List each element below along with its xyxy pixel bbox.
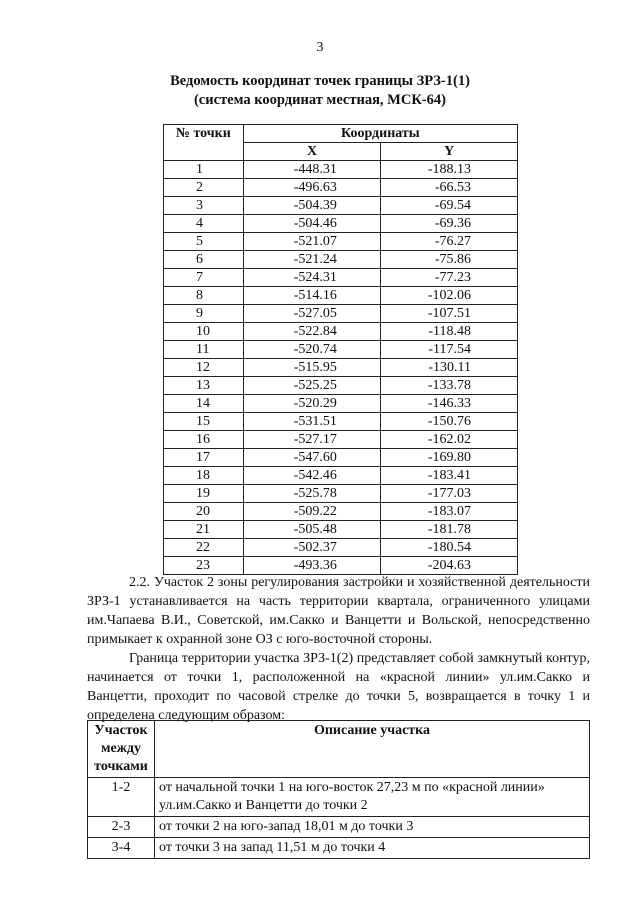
segments-table-body xyxy=(88,778,590,859)
point-number-cell: 5 xyxy=(164,233,244,251)
point-number-cell: 11 xyxy=(164,341,244,359)
table-row xyxy=(164,413,518,431)
header-segment-line-1: Участок xyxy=(94,723,148,738)
table-row xyxy=(164,377,518,395)
table-row xyxy=(164,449,518,467)
segment-cell: 2-3 xyxy=(88,817,155,838)
y-coordinate-cell: -162.02 xyxy=(381,431,518,449)
table-row xyxy=(88,817,590,838)
coordinates-table xyxy=(163,124,518,575)
table-row xyxy=(164,521,518,539)
y-coordinate-cell: -75.86 xyxy=(381,251,518,269)
x-coordinate-cell: -515.95 xyxy=(243,359,381,377)
table-row xyxy=(164,197,518,215)
point-number-cell: 16 xyxy=(164,431,244,449)
table-row xyxy=(164,269,518,287)
y-coordinate-cell: -117.54 xyxy=(381,341,518,359)
point-number-cell: 20 xyxy=(164,503,244,521)
y-coordinate-cell: -146.33 xyxy=(381,395,518,413)
x-coordinate-cell: -448.31 xyxy=(243,161,381,179)
point-number-cell: 8 xyxy=(164,287,244,305)
table-row xyxy=(164,539,518,557)
y-coordinate-cell: -150.76 xyxy=(381,413,518,431)
point-number-cell: 21 xyxy=(164,521,244,539)
y-coordinate-cell: -169.80 xyxy=(381,449,518,467)
x-coordinate-cell: -521.07 xyxy=(243,233,381,251)
segment-description-cell: от начальной точки 1 на юго-восток 27,23 м по «красной линии» ул.им.Сакко и Ванцетти до точки 2 xyxy=(155,778,590,817)
segment-cell: 1-2 xyxy=(88,778,155,817)
table-row xyxy=(88,778,590,817)
point-number-cell: 19 xyxy=(164,485,244,503)
y-coordinate-cell: -66.53 xyxy=(381,179,518,197)
y-coordinate-cell: -133.78 xyxy=(381,377,518,395)
table-row xyxy=(164,557,518,575)
y-coordinate-cell: -130.11 xyxy=(381,359,518,377)
point-number-cell: 14 xyxy=(164,395,244,413)
table-row xyxy=(164,251,518,269)
table-row xyxy=(164,395,518,413)
segments-table xyxy=(87,720,590,859)
table-row xyxy=(164,161,518,179)
y-coordinate-cell: -107.51 xyxy=(381,305,518,323)
point-number-cell: 13 xyxy=(164,377,244,395)
x-coordinate-cell: -504.39 xyxy=(243,197,381,215)
x-coordinate-cell: -531.51 xyxy=(243,413,381,431)
point-number-cell: 6 xyxy=(164,251,244,269)
y-coordinate-cell: -188.13 xyxy=(381,161,518,179)
coordinates-table-body xyxy=(164,161,518,575)
x-coordinate-cell: -525.78 xyxy=(243,485,381,503)
y-coordinate-cell: -181.78 xyxy=(381,521,518,539)
x-coordinate-cell: -509.22 xyxy=(243,503,381,521)
table-row xyxy=(88,838,590,859)
table-row xyxy=(164,467,518,485)
x-coordinate-cell: -527.17 xyxy=(243,431,381,449)
y-coordinate-cell: -102.06 xyxy=(381,287,518,305)
header-segment-line-2: между xyxy=(101,741,141,756)
x-coordinate-cell: -527.05 xyxy=(243,305,381,323)
table-row xyxy=(164,359,518,377)
point-number-cell: 4 xyxy=(164,215,244,233)
point-number-cell: 22 xyxy=(164,539,244,557)
y-coordinate-cell: -118.48 xyxy=(381,323,518,341)
point-number-cell: 17 xyxy=(164,449,244,467)
x-coordinate-cell: -520.29 xyxy=(243,395,381,413)
paragraph-boundary-description xyxy=(87,649,590,725)
document-title xyxy=(0,72,640,110)
x-coordinate-cell: -493.36 xyxy=(243,557,381,575)
x-coordinate-cell: -547.60 xyxy=(243,449,381,467)
title-line-2: (система координат местная, МСК-64) xyxy=(193,92,447,108)
x-coordinate-cell: -521.24 xyxy=(243,251,381,269)
title-line-1: Ведомость координат точек границы ЗРЗ-1(1) xyxy=(170,73,470,89)
header-segment xyxy=(88,721,155,778)
table-row xyxy=(164,287,518,305)
x-coordinate-cell: -505.48 xyxy=(243,521,381,539)
table-row xyxy=(164,485,518,503)
point-number-cell: 3 xyxy=(164,197,244,215)
point-number-cell: 15 xyxy=(164,413,244,431)
point-number-cell: 12 xyxy=(164,359,244,377)
point-number-cell: 2 xyxy=(164,179,244,197)
x-coordinate-cell: -504.46 xyxy=(243,215,381,233)
header-x: X xyxy=(243,143,381,161)
header-coordinates: Координаты xyxy=(243,125,517,143)
y-coordinate-cell: -69.54 xyxy=(381,197,518,215)
paragraph-text: 2.2. Участок 2 зоны регулирования застройки и хозяйственной деятельности ЗРЗ-1 устанавливается на часть территории квартала, ограниченного улицами им.Чапаева В.И., Советской, им.Сакко и Ванцетти и Вольской, непосредственно примыкает к охранной зоне ОЗ с юго-восточной стороны. xyxy=(87,575,590,647)
x-coordinate-cell: -522.84 xyxy=(243,323,381,341)
header-point-number: № точки xyxy=(164,125,244,161)
header-segment-line-3: точками xyxy=(94,759,148,774)
table-row xyxy=(164,323,518,341)
y-coordinate-cell: -183.41 xyxy=(381,467,518,485)
table-row xyxy=(164,233,518,251)
y-coordinate-cell: -77.23 xyxy=(381,269,518,287)
x-coordinate-cell: -514.16 xyxy=(243,287,381,305)
x-coordinate-cell: -520.74 xyxy=(243,341,381,359)
point-number-cell: 9 xyxy=(164,305,244,323)
x-coordinate-cell: -524.31 xyxy=(243,269,381,287)
y-coordinate-cell: -69.36 xyxy=(381,215,518,233)
table-row xyxy=(164,503,518,521)
header-description: Описание участка xyxy=(155,721,590,778)
y-coordinate-cell: -180.54 xyxy=(381,539,518,557)
y-coordinate-cell: -76.27 xyxy=(381,233,518,251)
x-coordinate-cell: -542.46 xyxy=(243,467,381,485)
paragraph-section-2-2 xyxy=(87,573,590,649)
segment-cell: 3-4 xyxy=(88,838,155,859)
x-coordinate-cell: -496.63 xyxy=(243,179,381,197)
y-coordinate-cell: -183.07 xyxy=(381,503,518,521)
point-number-cell: 23 xyxy=(164,557,244,575)
table-row xyxy=(164,215,518,233)
x-coordinate-cell: -525.25 xyxy=(243,377,381,395)
point-number-cell: 18 xyxy=(164,467,244,485)
segment-description-cell: от точки 3 на запад 11,51 м до точки 4 xyxy=(155,838,590,859)
table-row xyxy=(164,431,518,449)
header-y: Y xyxy=(381,143,518,161)
point-number-cell: 10 xyxy=(164,323,244,341)
point-number-cell: 1 xyxy=(164,161,244,179)
table-row xyxy=(164,341,518,359)
y-coordinate-cell: -204.63 xyxy=(381,557,518,575)
table-row xyxy=(164,305,518,323)
table-row xyxy=(164,179,518,197)
x-coordinate-cell: -502.37 xyxy=(243,539,381,557)
page-number: 3 xyxy=(316,40,324,55)
y-coordinate-cell: -177.03 xyxy=(381,485,518,503)
point-number-cell: 7 xyxy=(164,269,244,287)
paragraph-text: Граница территории участка ЗРЗ-1(2) представляет собой замкнутый контур, начинается от точки 1, расположенной на «красной линии» ул.им.Сакко и Ванцетти, проходит по часовой стрелке до точки 5, возвращается в точку 1 и определена следующим образом: xyxy=(87,651,590,723)
segment-description-cell: от точки 2 на юго-запад 18,01 м до точки 3 xyxy=(155,817,590,838)
